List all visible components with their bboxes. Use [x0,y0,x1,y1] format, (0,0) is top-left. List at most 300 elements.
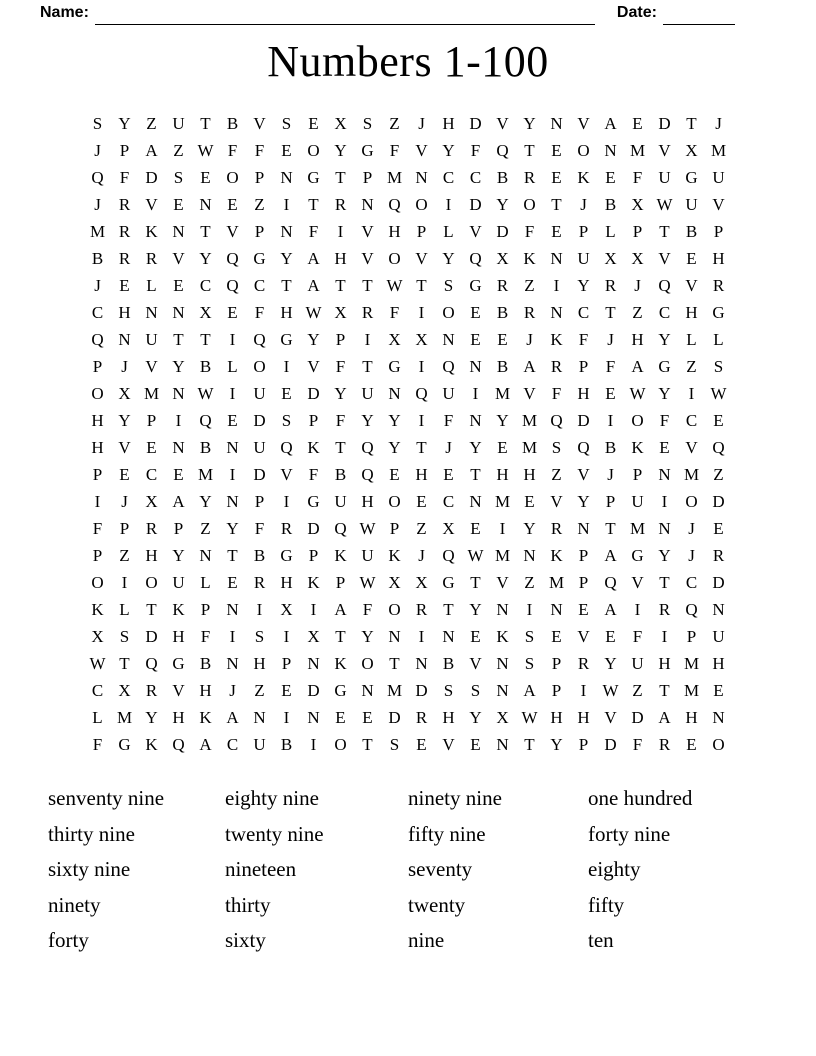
grid-letter: M [683,464,700,484]
word-list [0,781,816,961]
grid-letter: P [173,518,184,538]
grid-letter: R [280,518,293,538]
grid-letter: N [496,680,509,700]
grid-letter: F [524,221,535,241]
grid-letter: H [118,302,131,322]
grid-letter: Z [632,302,643,322]
grid-letter: H [577,383,590,403]
grid-letter: R [415,599,428,619]
grid-letter: T [686,113,697,133]
name-label: Name: [40,4,89,21]
grid-letter: G [280,545,293,565]
grid-letter: F [659,410,670,430]
grid-letter: D [631,707,644,727]
grid-letter: R [145,248,158,268]
grid-letter: X [631,194,644,214]
grid-letter: A [523,680,536,700]
grid-letter: H [172,626,185,646]
worksheet-header [0,0,816,22]
grid-letter: Y [172,356,185,376]
grid-letter: M [494,491,511,511]
grid-letter: E [443,464,454,484]
grid-letter: V [280,464,293,484]
grid-letter: N [388,383,401,403]
grid-letter: V [469,653,482,673]
grid-letter: N [226,437,239,457]
word-item: twenty nine [225,821,324,846]
grid-letter: Q [145,653,158,673]
grid-letter: Y [199,248,212,268]
grid-letter: U [253,734,266,754]
grid-letter: E [632,113,643,133]
grid-letter: I [229,383,236,403]
name-blank-line [95,8,595,25]
grid-letter: Z [713,464,724,484]
grid-letter: N [496,599,509,619]
grid-letter: F [200,626,211,646]
grid-letter: E [416,734,427,754]
grid-letter: K [550,545,563,565]
grid-letter: E [470,518,481,538]
grid-letter: P [254,167,265,187]
grid-letter: E [173,464,184,484]
grid-letter: E [281,140,292,160]
grid-letter: R [658,599,671,619]
grid-letter: T [362,275,373,295]
grid-letter: B [280,734,293,754]
word-item: ninety [48,892,101,917]
grid-letter: Q [253,329,266,349]
grid-letter: M [710,140,727,160]
word-list-column [48,781,164,959]
grid-letter: L [605,221,616,241]
grid-letter: Q [388,194,401,214]
grid-letter: W [89,653,106,673]
grid-letter: D [415,680,428,700]
grid-letter: E [713,410,724,430]
grid-letter: M [197,464,214,484]
grid-letter: H [334,248,347,268]
grid-letter: U [712,626,725,646]
grid-letter: R [550,356,563,376]
grid-letter: J [418,113,425,133]
grid-letter: U [361,383,374,403]
grid-letter: T [308,194,319,214]
grid-letter: H [145,545,158,565]
grid-letter: J [94,140,101,160]
grid-letter: P [551,653,562,673]
grid-letter: C [226,734,239,754]
grid-letter: T [524,734,535,754]
grid-letter: J [94,275,101,295]
grid-letter: W [197,140,214,160]
grid-letter: A [604,599,617,619]
grid-letter: H [280,302,293,322]
grid-letter: E [335,707,346,727]
grid-letter: I [445,194,452,214]
grid-letter: A [226,707,239,727]
word-item: ten [588,928,614,953]
word-list-column [408,781,502,959]
grid-letter: T [389,653,400,673]
grid-letter: X [334,302,347,322]
grid-letter: Q [172,734,185,754]
grid-letter: O [712,734,725,754]
grid-letter: T [443,599,454,619]
grid-letter: T [119,653,130,673]
grid-letter: Q [226,275,239,295]
grid-letter: X [199,302,212,322]
grid-letter: I [526,599,533,619]
grid-letter: I [283,626,290,646]
grid-letter: E [470,734,481,754]
grid-letter: M [683,653,700,673]
grid-letter: Y [577,275,590,295]
grid-letter: E [227,302,238,322]
grid-letter: U [658,167,671,187]
grid-letter: K [334,545,347,565]
grid-letter: K [550,329,563,349]
grid-letter: R [604,275,617,295]
grid-letter: V [604,707,617,727]
grid-letter: C [442,491,455,511]
grid-letter: P [92,464,103,484]
grid-letter: N [469,410,482,430]
grid-letter: A [145,140,158,160]
grid-letter: Y [469,437,482,457]
grid-letter: N [280,221,293,241]
grid-letter: M [89,221,106,241]
grid-letter: X [145,491,158,511]
grid-letter: T [200,113,211,133]
grid-letter: N [226,491,239,511]
grid-letter: Y [280,248,293,268]
grid-letter: I [175,410,182,430]
grid-letter: H [550,707,563,727]
grid-letter: B [199,437,212,457]
grid-letter: N [307,707,320,727]
grid-letter: Y [604,653,617,673]
grid-letter: F [632,626,643,646]
grid-letter: M [494,383,511,403]
grid-letter: E [605,167,616,187]
grid-letter: E [470,626,481,646]
grid-letter: V [172,248,185,268]
grid-letter: C [577,302,590,322]
grid-letter: P [632,464,643,484]
grid-letter: I [499,518,506,538]
grid-letter: R [145,518,158,538]
grid-letter: N [226,599,239,619]
grid-letter: I [229,329,236,349]
grid-letter: U [685,194,698,214]
grid-letter: O [253,356,266,376]
grid-letter: E [362,707,373,727]
grid-letter: S [173,167,184,187]
grid-letter: F [254,302,265,322]
grid-letter: B [253,545,266,565]
grid-letter: K [523,248,536,268]
grid-letter: Y [658,329,671,349]
grid-letter: N [469,356,482,376]
grid-letter: I [688,383,695,403]
grid-letter: V [577,464,590,484]
grid-letter: S [362,113,373,133]
grid-letter: K [577,167,590,187]
grid-letter: P [335,572,346,592]
grid-letter: V [658,248,671,268]
grid-letter: Q [685,599,698,619]
grid-letter: N [577,518,590,538]
grid-letter: Y [172,545,185,565]
grid-letter: Z [254,194,265,214]
word-item: fifty [588,892,625,917]
grid-letter: V [415,140,428,160]
grid-letter: P [308,410,319,430]
grid-letter: M [683,680,700,700]
grid-letter: W [602,680,619,700]
grid-letter: E [551,167,562,187]
grid-letter: P [713,221,724,241]
grid-letter: N [658,464,671,484]
grid-letter: N [604,140,617,160]
grid-letter: J [688,545,695,565]
grid-letter: V [226,221,239,241]
grid-letter: M [386,167,403,187]
grid-letter: Z [173,140,184,160]
grid-letter: P [254,221,265,241]
grid-letter: N [712,599,725,619]
grid-letter: E [173,194,184,214]
grid-letter: N [280,167,293,187]
grid-letter: R [523,302,536,322]
grid-letter: Y [388,410,401,430]
grid-letter: Q [361,464,374,484]
grid-letter: A [523,356,536,376]
grid-letter: G [388,356,401,376]
grid-letter: J [121,356,128,376]
grid-letter: H [199,680,212,700]
grid-letter: E [281,680,292,700]
grid-letter: V [685,437,698,457]
grid-letter: T [659,680,670,700]
grid-letter: P [416,221,427,241]
grid-letter: E [605,626,616,646]
grid-letter: V [523,383,536,403]
grid-letter: T [335,275,346,295]
grid-letter: F [551,383,562,403]
grid-letter: Q [415,383,428,403]
grid-letter: S [443,275,454,295]
grid-letter: E [497,329,508,349]
grid-letter: P [200,599,211,619]
grid-letter: L [92,707,103,727]
grid-letter: D [145,167,158,187]
grid-letter: A [604,113,617,133]
grid-letter: I [553,275,560,295]
grid-letter: V [469,221,482,241]
grid-letter: H [631,329,644,349]
grid-letter: H [685,707,698,727]
grid-letter: O [523,194,536,214]
grid-letter: I [418,626,425,646]
grid-letter: D [253,464,266,484]
grid-letter: Z [389,113,400,133]
grid-letter: H [523,464,536,484]
grid-letter: C [199,275,212,295]
grid-letter: X [685,140,698,160]
grid-letter: L [227,356,238,376]
grid-letter: V [550,491,563,511]
grid-letter: G [685,167,698,187]
grid-letter: R [658,734,671,754]
grid-letter: F [632,167,643,187]
grid-letter: N [199,545,212,565]
grid-letter: Q [91,167,104,187]
grid-letter: K [199,707,212,727]
grid-letter: B [226,113,239,133]
grid-letter: R [415,707,428,727]
grid-letter: Q [199,410,212,430]
grid-letter: Q [658,275,671,295]
grid-letter: P [308,545,319,565]
grid-letter: E [119,275,130,295]
grid-letter: D [604,734,617,754]
grid-letter: O [631,410,644,430]
grid-letter: T [146,599,157,619]
grid-letter: V [172,680,185,700]
grid-letter: P [281,653,292,673]
word-item: sixty nine [48,857,131,882]
grid-letter: K [145,734,158,754]
grid-letter: U [145,329,158,349]
grid-letter: G [334,680,347,700]
grid-letter: W [629,383,646,403]
grid-letter: H [253,653,266,673]
grid-letter: H [577,707,590,727]
grid-letter: X [442,518,455,538]
grid-letter: A [199,734,212,754]
grid-letter: N [172,383,185,403]
grid-letter: N [496,734,509,754]
grid-letter: I [229,464,236,484]
grid-letter: R [712,275,725,295]
grid-letter: M [143,383,160,403]
grid-letter: H [496,464,509,484]
grid-letter: M [494,545,511,565]
grid-letter: C [91,302,104,322]
grid-letter: O [145,572,158,592]
grid-letter: E [119,464,130,484]
grid-letter: R [577,653,590,673]
grid-letter: Y [334,383,347,403]
grid-letter: Y [442,248,455,268]
grid-letter: G [280,329,293,349]
grid-letter: U [172,113,185,133]
grid-letter: X [415,572,428,592]
grid-letter: V [712,194,725,214]
grid-letter: X [496,707,509,727]
grid-letter: Z [254,680,265,700]
grid-letter: N [658,518,671,538]
word-list-column [225,781,324,959]
grid-letter: L [443,221,454,241]
grid-letter: B [496,356,509,376]
grid-letter: X [280,599,293,619]
grid-letter: I [472,383,479,403]
grid-letter: P [389,518,400,538]
grid-letter: J [445,437,452,457]
grid-letter: O [361,653,374,673]
grid-letter: F [308,464,319,484]
grid-letter: Y [145,707,158,727]
grid-letter: E [470,302,481,322]
grid-letter: F [389,302,400,322]
grid-letter: W [710,383,727,403]
grid-letter: N [226,653,239,673]
grid-letter: A [307,275,320,295]
grid-letter: Y [307,329,320,349]
grid-letter: M [386,680,403,700]
grid-letter: Y [442,140,455,160]
grid-letter: E [389,464,400,484]
grid-letter: X [334,113,347,133]
grid-letter: O [226,167,239,187]
grid-letter: X [388,572,401,592]
grid-letter: D [145,626,158,646]
grid-letter: H [712,653,725,673]
grid-letter: N [442,329,455,349]
grid-letter: A [631,356,644,376]
grid-letter: O [334,734,347,754]
grid-letter: B [685,221,698,241]
grid-letter: K [91,599,104,619]
grid-letter: N [523,545,536,565]
word-item: thirty nine [48,821,135,846]
grid-letter: G [172,653,185,673]
grid-letter: X [118,680,131,700]
grid-letter: Y [118,410,131,430]
grid-letter: P [578,545,589,565]
grid-letter: P [578,572,589,592]
grid-letter: V [577,113,590,133]
grid-letter: S [524,626,535,646]
grid-letter: B [604,194,617,214]
grid-letter: E [659,437,670,457]
grid-letter: I [283,194,290,214]
grid-letter: Q [712,437,725,457]
word-item: twenty [408,892,466,917]
grid-letter: I [256,599,263,619]
grid-letter: T [335,626,346,646]
grid-letter: A [334,599,347,619]
grid-letter: H [91,437,104,457]
grid-letter: X [307,626,320,646]
grid-letter: B [604,437,617,457]
grid-letter: I [661,491,668,511]
grid-letter: I [283,707,290,727]
grid-letter: E [497,437,508,457]
grid-letter: T [335,437,346,457]
grid-letter: X [415,329,428,349]
grid-letter: V [658,140,671,160]
grid-letter: T [470,572,481,592]
grid-letter: I [418,410,425,430]
grid-letter: E [713,518,724,538]
grid-letter: A [604,545,617,565]
grid-letter: S [92,113,103,133]
grid-letter: E [173,275,184,295]
